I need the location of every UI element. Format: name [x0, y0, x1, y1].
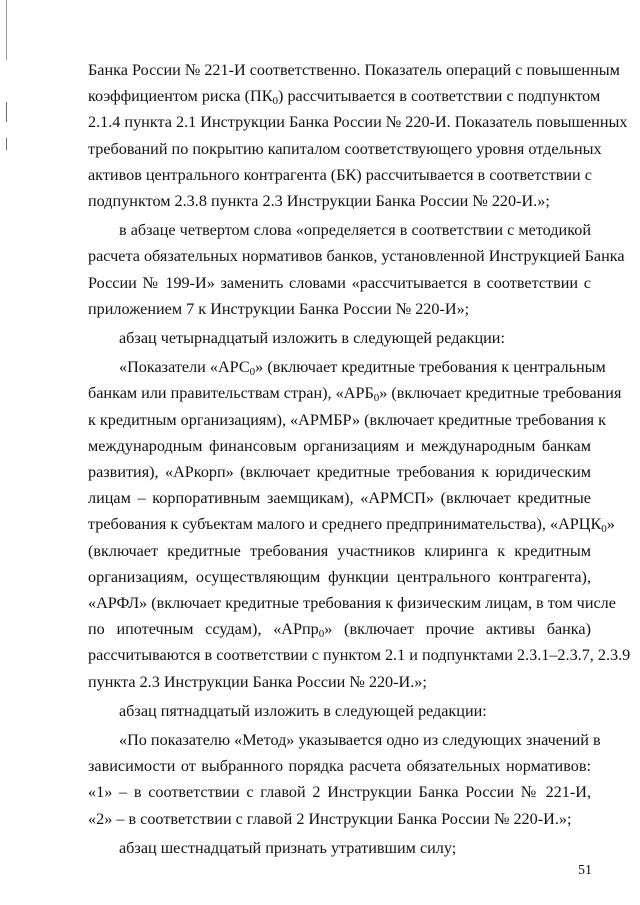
text-line: требований по покрытию капиталом соответствующего уровня отдельных: [88, 139, 602, 158]
text-line: подпунктом 2.3.8 пункта 2.3 Инструкции Банка России № 220-И.»;: [88, 192, 550, 211]
document-page: [88, 57, 631, 864]
text-line: требования к субъектам малого и среднего предпринимательства), «$АРЦК_0$»: [88, 515, 615, 536]
text-line: к кредитным организациям), «АРМБР» (включает кредитные требования к: [88, 410, 607, 429]
text-line: 2.1.4 пункта 2.1 Инструкции Банка России № 220-И. Показатель повышенных: [88, 113, 628, 132]
page-number: 51: [578, 863, 592, 878]
scan-edge-mark: [6, 138, 7, 150]
paragraph-1: [88, 57, 628, 214]
text-line: развития), «АРкорп» (включает кредитные требования к юридическим: [88, 463, 591, 482]
text-line: Банка России № 221-И соответственно. Показатель операций с повышенным: [88, 61, 620, 79]
text-line: банкам или правительствам стран), «$АРБ_0$» (включает кредитные требования: [88, 384, 622, 405]
text-line: абзац четырнадцатый изложить в следующей редакции:: [119, 329, 505, 348]
text-line: России № 199-И» заменить словами «рассчитывается в соответствии с: [88, 273, 591, 292]
text-line: пункта 2.3 Инструкции Банка России № 220-И.»;: [88, 672, 427, 691]
text-line: организациям, осуществляющим функции центрального контрагента),: [88, 567, 591, 586]
text-line: лицам – корпоративным заемщикам), «АРМСП» (включает кредитные: [88, 489, 591, 508]
text-line: зависимости от выбранного порядка расчета обязательных нормативов:: [88, 757, 591, 776]
paragraph-6: [88, 727, 601, 832]
text-line: международным финансовым организациям и международным банкам: [88, 436, 591, 455]
text-line: абзац пятнадцатый изложить в следующей редакции:: [119, 701, 487, 720]
paragraph-7: [88, 835, 591, 861]
scan-edge-mark: [6, 0, 7, 60]
text-line: активов центрального контрагента (БК) рассчитывается в соответствии с: [88, 165, 592, 184]
text-line: (включает кредитные требования участников клиринга к кредитным: [88, 541, 591, 560]
text-line: в абзаце четвертом слова «определяется в соответствии с методикой: [119, 221, 591, 240]
text-line: «Показатели «$АРС_0$» (включает кредитные требования к центральным: [119, 358, 606, 379]
text-line: расчета обязательных нормативов банков, установленной Инструкцией Банка: [88, 247, 625, 266]
text-line: по ипотечным ссудам), «АРпр$_0$» (включает прочие активы банка): [88, 620, 592, 641]
text-line: «2» – в соответствии с главой 2 Инструкции Банка России № 220-И.»;: [88, 809, 572, 828]
paragraph-2: [88, 217, 625, 322]
paragraph-4: [88, 354, 631, 695]
paragraph-5: [88, 698, 591, 724]
text-line: коэффициентом риска $(ПК_0)$ рассчитывается в соответствии с подпунктом: [88, 87, 601, 108]
scan-edge-mark: [6, 102, 7, 122]
text-line: абзац шестнадцатый признать утратившим силу;: [119, 838, 457, 857]
text-line: «По показателю «Метод» указывается одно из следующих значений в: [119, 731, 601, 750]
text-line: «1» – в соответствии с главой 2 Инструкции Банка России № 221-И,: [88, 783, 591, 802]
text-line: приложением 7 к Инструкции Банка России № 220-И»;: [88, 299, 470, 318]
paragraph-3: [88, 325, 591, 351]
text-line: «АРФЛ» (включает кредитные требования к физическим лицам, в том числе: [88, 594, 616, 613]
text-line: рассчитываются в соответствии с пунктом 2.1 и подпунктами 2.3.1–2.3.7, 2.3.9: [88, 646, 631, 665]
